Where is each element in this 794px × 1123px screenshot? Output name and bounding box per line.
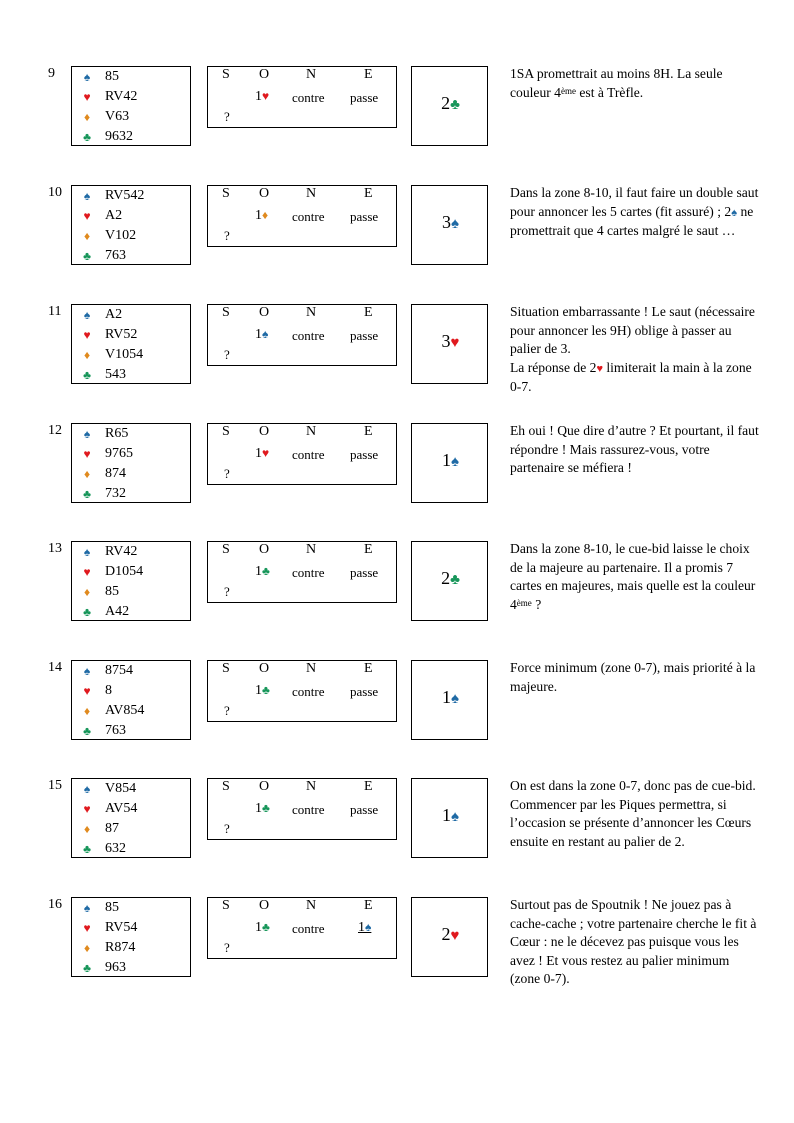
header-west: O [259,305,270,320]
header-south: S [222,305,230,320]
deal-12 [0,423,794,505]
comment-paragraph: La réponse de 2♥ limiterait la main à la zone 0-7. [510,359,752,394]
west-bid [255,920,270,936]
west-bid-level: 1 [255,208,262,223]
hand-box [71,66,191,146]
deal-number: 12 [48,423,62,438]
spade-icon: ♠ [83,189,91,203]
west-bid [255,327,268,343]
answer-box [411,66,488,146]
heart-icon: ♥ [450,335,460,351]
west-bid-level: 1 [255,801,262,816]
south-bid-question: ? [224,109,230,124]
south-bid-question: ? [224,703,230,718]
east-bid-underlined [358,920,371,935]
hand-cards-diamonds: AV854 [105,703,145,718]
comment-paragraph: Surtout pas de Spoutnik ! Ne jouez pas à cache-cache ; votre partenaire cherche le fit à Cœur : ne le décevez pas puisque vous les avez ! Et vous restez au palier minimum (zone 0-7). [510,897,757,986]
answer-level: 1 [442,805,452,825]
hand-cards-diamonds: R874 [105,940,136,955]
deal-15 [0,778,794,860]
north-bid: contre [292,684,325,699]
comment [510,896,760,989]
club-icon: ♣ [83,487,91,501]
heart-icon: ♥ [83,565,91,579]
hand-cards-clubs: A42 [105,604,130,619]
header-east: E [364,67,373,82]
diamond-icon: ♦ [83,822,91,836]
east-bid [358,920,371,936]
spade-icon: ♠ [365,920,372,934]
deal-number: 15 [48,778,62,793]
hand-box [71,185,191,265]
header-east: E [364,898,373,913]
deal-9 [0,66,794,148]
hand-cards-hearts: A2 [105,208,123,223]
answer-bid [412,212,489,234]
header-west: O [259,67,270,82]
header-north: N [306,424,317,439]
hand-box [71,660,191,740]
comment [510,659,760,696]
spade-icon: ♠ [83,70,91,84]
hand-cards-spades: 8754 [105,663,133,678]
suit-icon: ♥ [596,362,603,375]
comment [510,422,760,478]
hand-box [71,897,191,977]
south-bid-question: ? [224,584,230,599]
answer-level: 2 [441,924,451,944]
header-north: N [306,661,317,676]
header-west: O [259,186,270,201]
spade-icon: ♠ [451,809,459,825]
hand-cards-hearts: RV54 [105,920,138,935]
spade-icon: ♠ [83,664,91,678]
header-south: S [222,661,230,676]
header-north: N [306,779,317,794]
comment-paragraph: Force minimum (zone 0-7), mais priorité à la majeure. [510,660,756,694]
superscript: ème [516,597,532,608]
east-bid: passe [350,565,379,580]
header-north: N [306,898,317,913]
comment-paragraph: Dans la zone 8-10, il faut faire un double saut pour annoncer les 5 cartes (fit assuré) ; 2♠ ne promettrait que 4 cartes malgré le saut … [510,185,759,238]
answer-bid [412,924,489,946]
answer-box [411,185,488,265]
hand-cards-hearts: D1054 [105,564,144,579]
deal-14 [0,660,794,742]
west-bid [255,564,270,580]
diamond-icon: ♦ [83,348,91,362]
comment [510,303,760,397]
hand-cards-clubs: 732 [105,486,126,501]
hand-cards-spades: 85 [105,69,119,84]
hand-cards-clubs: 632 [105,841,126,856]
club-icon: ♣ [83,842,91,856]
hand-cards-diamonds: V102 [105,228,137,243]
bidding-box [207,66,397,128]
hand-cards-clubs: 543 [105,367,126,382]
heart-icon: ♥ [83,684,91,698]
header-south: S [222,779,230,794]
north-bid: contre [292,90,325,105]
spade-icon: ♠ [262,327,269,341]
header-south: S [222,898,230,913]
spade-icon: ♠ [83,308,91,322]
heart-icon: ♥ [262,446,270,460]
east-bid: passe [350,802,379,817]
answer-box [411,660,488,740]
answer-level: 3 [442,212,452,232]
comment-paragraph: Eh oui ! Que dire d’autre ? Et pourtant, il faut répondre ! Mais rassurez-vous, votre partenaire se méfiera ! [510,423,759,475]
header-east: E [364,424,373,439]
comment-paragraph: Dans la zone 8-10, le cue-bid laisse le choix de la majeure au partenaire. Il a promis 7 cartes en majeures, mais quelle est la couleur 4ème ? [510,541,756,612]
heart-icon: ♥ [83,328,91,342]
north-bid: contre [292,328,325,343]
club-icon: ♣ [450,572,460,588]
header-north: N [306,542,317,557]
west-bid [255,446,269,462]
header-south: S [222,186,230,201]
answer-bid [412,331,489,353]
hand-cards-diamonds: V1054 [105,347,144,362]
header-east: E [364,186,373,201]
answer-box [411,778,488,858]
deal-number: 10 [48,185,62,200]
answer-box [411,541,488,621]
comment [510,65,760,102]
diamond-icon: ♦ [83,110,91,124]
answer-box [411,897,488,977]
south-bid-question: ? [224,347,230,362]
header-north: N [306,305,317,320]
heart-icon: ♥ [83,921,91,935]
north-bid: contre [292,447,325,462]
header-east: E [364,305,373,320]
west-bid [255,89,269,105]
spade-icon: ♠ [83,427,91,441]
hand-cards-hearts: 9765 [105,446,133,461]
answer-bid [412,805,489,827]
east-bid: passe [350,90,379,105]
answer-bid [412,568,489,590]
deal-number: 16 [48,897,62,912]
north-bid: contre [292,921,325,936]
header-east: E [364,661,373,676]
east-bid: passe [350,209,379,224]
bidding-box [207,541,397,603]
hand-cards-spades: R65 [105,426,129,441]
club-icon: ♣ [262,801,270,815]
club-icon: ♣ [83,605,91,619]
west-bid-level: 1 [255,564,262,579]
deal-13 [0,541,794,623]
hand-cards-spades: 85 [105,900,119,915]
club-icon: ♣ [450,97,460,113]
comment-paragraph: 1SA promettrait au moins 8H. La seule couleur 4ème est à Trèfle. [510,66,723,100]
hand-cards-diamonds: 85 [105,584,119,599]
hand-cards-spades: A2 [105,307,123,322]
west-bid-level: 1 [255,920,262,935]
north-bid: contre [292,802,325,817]
deal-16 [0,897,794,986]
heart-icon: ♥ [262,89,270,103]
club-icon: ♣ [262,683,270,697]
header-south: S [222,424,230,439]
hand-cards-spades: V854 [105,781,137,796]
heart-icon: ♥ [83,447,91,461]
bidding-box [207,185,397,247]
answer-box [411,304,488,384]
east-bid-level: 1 [358,920,365,935]
hand-cards-diamonds: 87 [105,821,119,836]
header-west: O [259,779,270,794]
diamond-icon: ♦ [83,941,91,955]
comment-paragraph: Situation embarrassante ! Le saut (nécessaire pour annoncer les 9H) oblige à passer au palier de 3. [510,304,755,356]
hand-box [71,304,191,384]
answer-box [411,423,488,503]
west-bid [255,208,268,224]
deal-number: 13 [48,541,62,556]
answer-level: 2 [441,568,451,588]
spade-icon: ♠ [451,216,459,232]
diamond-icon: ♦ [262,208,269,222]
spade-icon: ♠ [83,545,91,559]
heart-icon: ♥ [83,802,91,816]
hand-cards-clubs: 963 [105,960,126,975]
hand-cards-diamonds: 874 [105,466,126,481]
answer-level: 1 [442,450,452,470]
west-bid [255,683,270,699]
header-south: S [222,67,230,82]
west-bid-level: 1 [255,446,262,461]
header-north: N [306,186,317,201]
club-icon: ♣ [83,724,91,738]
header-south: S [222,542,230,557]
bidding-box [207,897,397,959]
hand-box [71,778,191,858]
hand-box [71,541,191,621]
header-west: O [259,542,270,557]
east-bid: passe [350,328,379,343]
header-west: O [259,424,270,439]
deal-number: 14 [48,660,62,675]
comment [510,777,760,851]
north-bid: contre [292,209,325,224]
club-icon: ♣ [262,920,270,934]
west-bid-level: 1 [255,89,262,104]
hand-cards-clubs: 9632 [105,129,133,144]
hand-cards-clubs: 763 [105,248,126,263]
spade-icon: ♠ [83,782,91,796]
hand-box [71,423,191,503]
deal-number: 9 [48,66,55,81]
header-west: O [259,661,270,676]
suit-icon: ♠ [731,206,738,219]
west-bid-level: 1 [255,683,262,698]
west-bid [255,801,270,817]
hand-cards-hearts: RV42 [105,89,138,104]
hand-cards-diamonds: V63 [105,109,130,124]
south-bid-question: ? [224,821,230,836]
answer-level: 3 [441,331,451,351]
header-west: O [259,898,270,913]
hand-cards-spades: RV542 [105,188,145,203]
superscript: ème [560,85,576,96]
answer-level: 1 [442,687,452,707]
club-icon: ♣ [83,249,91,263]
hand-cards-hearts: RV52 [105,327,138,342]
deal-10 [0,185,794,267]
header-north: N [306,67,317,82]
hand-cards-hearts: AV54 [105,801,138,816]
east-bid: passe [350,684,379,699]
comment [510,540,760,614]
comment-paragraph: On est dans la zone 0-7, donc pas de cue-bid. Commencer par les Piques permettra, si l’occasion se présente d’annoncer les Cœurs ensuite en restant au palier de 2. [510,778,756,849]
answer-bid [412,687,489,709]
answer-bid [412,93,489,115]
heart-icon: ♥ [450,928,460,944]
south-bid-question: ? [224,228,230,243]
hand-cards-clubs: 763 [105,723,126,738]
comment [510,184,760,241]
north-bid: contre [292,565,325,580]
hand-cards-hearts: 8 [105,683,112,698]
bidding-box [207,423,397,485]
south-bid-question: ? [224,940,230,955]
diamond-icon: ♦ [83,704,91,718]
bidding-box [207,304,397,366]
spade-icon: ♠ [451,454,459,470]
answer-bid [412,450,489,472]
heart-icon: ♥ [83,90,91,104]
diamond-icon: ♦ [83,467,91,481]
answer-level: 2 [441,93,451,113]
club-icon: ♣ [83,961,91,975]
diamond-icon: ♦ [83,229,91,243]
bidding-box [207,778,397,840]
diamond-icon: ♦ [83,585,91,599]
club-icon: ♣ [83,130,91,144]
club-icon: ♣ [83,368,91,382]
heart-icon: ♥ [83,209,91,223]
deal-11 [0,304,794,394]
club-icon: ♣ [262,564,270,578]
spade-icon: ♠ [83,901,91,915]
deal-number: 11 [48,304,62,319]
east-bid: passe [350,447,379,462]
west-bid-level: 1 [255,327,262,342]
spade-icon: ♠ [451,691,459,707]
hand-cards-spades: RV42 [105,544,138,559]
bidding-box [207,660,397,722]
south-bid-question: ? [224,466,230,481]
header-east: E [364,779,373,794]
header-east: E [364,542,373,557]
